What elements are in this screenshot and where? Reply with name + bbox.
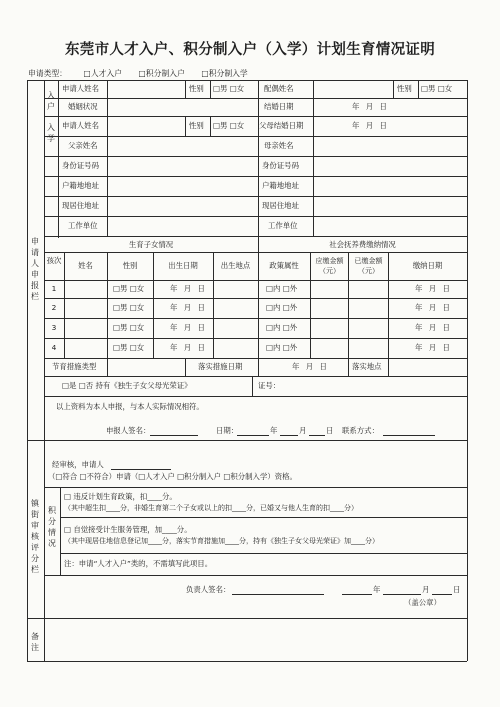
child-row-1-birth: 年 月 日 xyxy=(170,284,207,293)
frame-right xyxy=(467,80,468,661)
contraception-place-label: 落实地点 xyxy=(352,362,382,371)
frame-bottom xyxy=(27,661,467,662)
applicant-signature-label: 申报人签名： xyxy=(106,426,151,435)
household-sub-column xyxy=(58,80,59,238)
child-row-3-num: 3 xyxy=(51,323,57,332)
deduct-detail: （其中超生扣____分，非婚生育第二个子女或以上的扣____分，已婚又与他人生育的扣____分） xyxy=(64,504,358,512)
child-row-2-gender[interactable]: □男 □女 xyxy=(113,303,145,312)
review-line-1: 经审核，申请人 xyxy=(52,460,104,469)
child-row-4-birth: 年 月 日 xyxy=(170,343,207,352)
responsible-signature-label: 负责人签名： xyxy=(186,585,231,594)
glory-cert-option[interactable]: □是 □否 持有《独生子女父母光荣证》 xyxy=(62,381,192,390)
contraception-type-label: 节育措施类型 xyxy=(52,362,97,371)
declaration-text: 以上资料为本人申报，与本人实际情况相符。 xyxy=(56,402,204,411)
review-date-day: 日 xyxy=(453,585,461,594)
section-divider-remarks xyxy=(27,618,467,619)
marriage-date-value: 年 月 日 xyxy=(352,102,389,111)
glory-cert-number-label: 证号： xyxy=(258,381,281,390)
child-row-1-policy[interactable]: □内 □外 xyxy=(266,284,298,293)
child-row-1-num: 1 xyxy=(51,284,57,293)
col-paid-date: 缴纳日期 xyxy=(412,261,443,270)
side-label-school: 入学 xyxy=(47,123,55,143)
gender-label: 性别 xyxy=(189,84,204,93)
child-row-4-num: 4 xyxy=(51,343,57,352)
spouse-gender-label: 性别 xyxy=(397,84,412,93)
review-date-month: 月 xyxy=(422,585,430,594)
responsible-signature-line[interactable] xyxy=(232,594,324,595)
contraception-date-value: 年 月 日 xyxy=(292,362,329,371)
col-name: 姓名 xyxy=(78,261,93,270)
parents-marriage-date-value: 年 月 日 xyxy=(352,121,389,130)
child-row-4-paid-date: 年 月 日 xyxy=(415,343,452,352)
apply-type-points-household-checkbox[interactable]: □积分制入户 xyxy=(138,69,185,78)
applicant-name-label: 申请人姓名 xyxy=(62,84,99,93)
frame-left xyxy=(27,80,28,661)
parents-marriage-date-label: 父母结婚日期 xyxy=(259,121,304,130)
student-gender-label: 性别 xyxy=(189,121,204,130)
child-row-3-gender[interactable]: □男 □女 xyxy=(113,323,145,332)
child-row-2-policy[interactable]: □内 □外 xyxy=(266,303,298,312)
contact-line[interactable] xyxy=(383,435,435,436)
hukou-address-label-right: 户籍地地址 xyxy=(262,181,299,190)
child-row-1-gender[interactable]: □男 □女 xyxy=(113,284,145,293)
gender-options[interactable]: □男 □女 xyxy=(213,84,245,93)
student-gender-options[interactable]: □男 □女 xyxy=(213,121,245,130)
marriage-date-label: 结婚日期 xyxy=(264,102,294,111)
child-row-3-policy[interactable]: □内 □外 xyxy=(266,323,298,332)
id-number-label: 身份证号码 xyxy=(62,161,99,170)
bonus-title[interactable]: □ 自觉接受计生服务管理，加____分。 xyxy=(64,525,192,534)
col-due-amount: 应缴金额（元） xyxy=(315,257,344,275)
social-fee-header: 社会抚养费缴纳情况 xyxy=(329,240,396,249)
child-row-1-paid-date: 年 月 日 xyxy=(415,284,452,293)
mother-name-label: 母亲姓名 xyxy=(264,141,294,150)
child-row-2-paid-date: 年 月 日 xyxy=(415,303,452,312)
contraception-date-label: 落实措施日期 xyxy=(198,362,243,371)
spouse-gender-options[interactable]: □男 □女 xyxy=(421,84,453,93)
col-gender: 性别 xyxy=(122,261,138,270)
marital-label: 婚姻状况 xyxy=(68,102,98,111)
page-title: 东莞市人才入户、积分制入户（入学）计划生育情况证明 xyxy=(65,41,435,58)
contact-label: 联系方式： xyxy=(342,426,379,435)
side-label-score: 积分情况 xyxy=(48,506,56,548)
frame-top xyxy=(27,80,467,81)
child-row-2-birth: 年 月 日 xyxy=(170,303,207,312)
side-label-applicant: 申请人申报栏 xyxy=(31,237,39,301)
workplace-label: 工作单位 xyxy=(68,221,98,230)
side-label-remarks: 备注 xyxy=(31,632,39,652)
bonus-detail: （其中现居住地信息登记加____分，落实节育措施加____分，持有《独生子女父母光荣证》加____分） xyxy=(64,537,379,545)
apply-type-points-school-checkbox[interactable]: □积分制入学 xyxy=(201,69,248,78)
child-row-2-num: 2 xyxy=(51,303,57,312)
child-row-4-gender[interactable]: □男 □女 xyxy=(113,343,145,352)
col-policy: 政策属性 xyxy=(269,261,299,270)
declaration-date-month: 月 xyxy=(299,426,307,435)
col-child-order: 孩次 xyxy=(46,256,62,265)
student-name-label: 申请人姓名 xyxy=(62,121,99,130)
col-birth-place: 出生地点 xyxy=(220,261,251,270)
child-row-3-paid-date: 年 月 日 xyxy=(415,323,452,332)
child-row-3-birth: 年 月 日 xyxy=(170,323,207,332)
official-seal-note: （盖公章） xyxy=(404,598,441,607)
apply-type-row xyxy=(28,68,262,79)
review-note: 注：申请“人才入户”类的，不需填写此项目。 xyxy=(64,559,213,568)
side-column-line xyxy=(44,80,45,661)
apply-type-label: 申请类型： xyxy=(28,69,67,78)
declaration-date-label: 日期： xyxy=(216,426,239,435)
deduct-title[interactable]: □ 违反计划生育政策，扣____分。 xyxy=(64,492,177,501)
side-label-household: 入户 xyxy=(47,91,55,111)
col-birth-date: 出生日期 xyxy=(168,261,198,270)
col-paid-amount: 已缴金额（元） xyxy=(354,257,383,275)
section-divider-review xyxy=(27,440,467,441)
child-row-4-policy[interactable]: □内 □外 xyxy=(266,343,298,352)
review-applicant-line[interactable] xyxy=(111,469,171,470)
declaration-date-day: 日 xyxy=(326,426,334,435)
father-name-label: 父亲姓名 xyxy=(68,141,98,150)
residence-address-label-right: 现居住地址 xyxy=(262,201,299,210)
children-header: 生育子女情况 xyxy=(128,240,174,249)
workplace-label-right: 工作单位 xyxy=(268,221,298,230)
apply-type-talent-checkbox[interactable]: □人才入户 xyxy=(83,69,123,78)
spouse-name-label: 配偶姓名 xyxy=(264,84,294,93)
review-line-2[interactable]: （□符合 □不符合）申请（□人才入户 □积分制入户 □积分制入学）资格。 xyxy=(48,472,297,481)
residence-address-label: 现居住地址 xyxy=(62,201,99,210)
applicant-signature-line[interactable] xyxy=(150,435,198,436)
id-number-label-right: 身份证号码 xyxy=(262,161,299,170)
hukou-address-label: 户籍地地址 xyxy=(62,181,99,190)
side-label-review: 镇街审核评分栏 xyxy=(31,499,39,574)
review-date-year: 年 xyxy=(373,585,381,594)
declaration-date-year: 年 xyxy=(270,426,278,435)
